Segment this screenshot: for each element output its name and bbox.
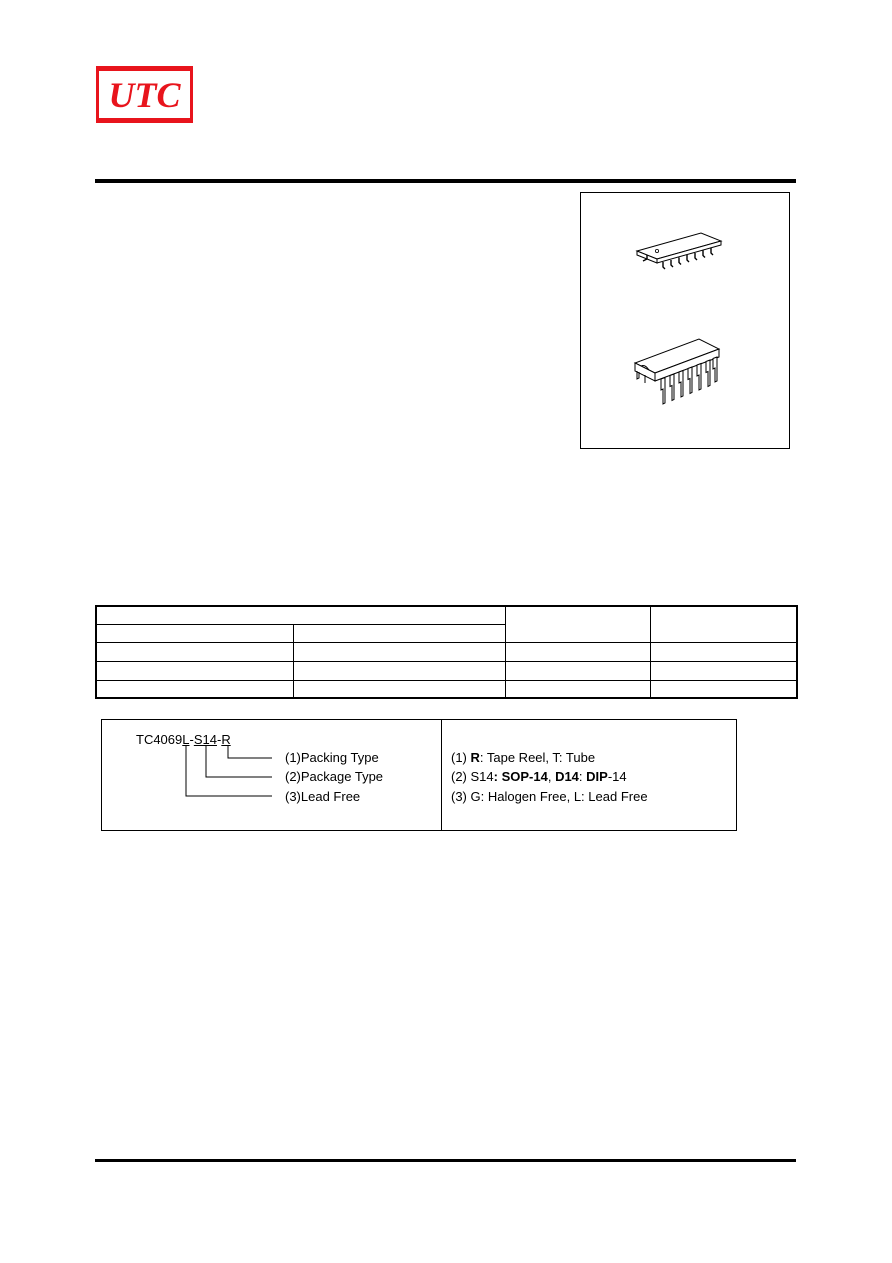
utc-logo: [96, 66, 193, 123]
desc-package-type: (2) S14: SOP-14, D14: DIP-14: [451, 769, 627, 784]
decoder-leader-lines: [180, 746, 276, 802]
seg-package: S14: [193, 732, 217, 747]
seg-packing: R: [221, 732, 231, 747]
decoder-divider: [441, 719, 442, 831]
sop-14-package-icon: [633, 229, 725, 275]
desc-lead-free: (3) G: Halogen Free, L: Lead Free: [451, 789, 648, 804]
seg-lead: L: [182, 732, 190, 747]
footer-rule: [95, 1159, 796, 1162]
table-header-halogen-free: [293, 624, 505, 642]
table-header-packing: [650, 606, 797, 642]
label-package-type: (2)Package Type: [285, 769, 384, 784]
dip-14-package-icon: [629, 333, 725, 413]
table-row: [96, 661, 797, 680]
label-packing-type: (1)Packing Type: [285, 750, 379, 765]
table-header-package: [505, 606, 650, 642]
package-illustration-box: [580, 192, 790, 449]
table-header-ordering-number: [96, 606, 505, 624]
table-row: [96, 642, 797, 661]
table-header-lead-free: [96, 624, 293, 642]
desc-packing-type: (1) R: Tape Reel, T: Tube: [451, 750, 596, 765]
part-number-base: TC4069: [136, 732, 183, 747]
header-rule: [95, 179, 796, 183]
ordering-information-table: [95, 605, 798, 699]
table-row: [96, 680, 797, 698]
label-lead-free: (3)Lead Free: [285, 789, 361, 804]
logo-text: UTC: [108, 74, 181, 115]
part-number-code: TC4069L-S14-R: [136, 732, 231, 747]
